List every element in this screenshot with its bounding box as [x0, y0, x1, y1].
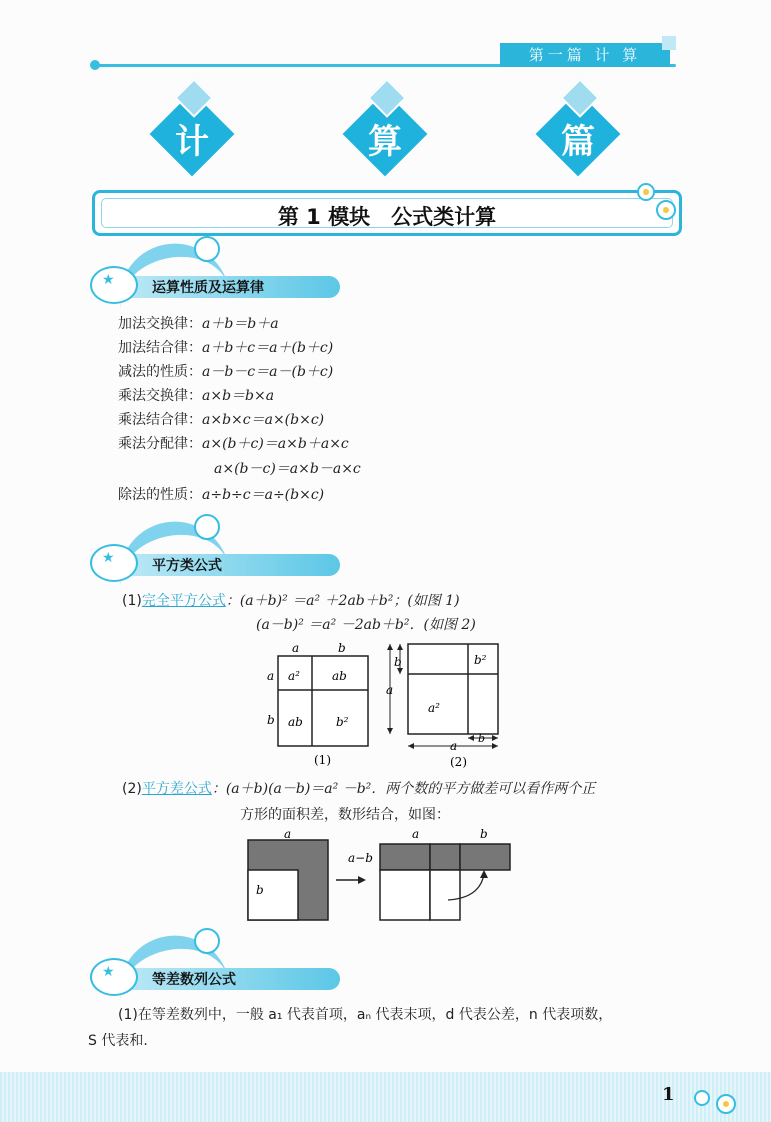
fig3-a-minus-b: a−b: [348, 851, 373, 865]
fig3-a-right: a: [412, 827, 420, 841]
law-line: 加法结合律：a＋b＋c＝a＋(b＋c): [118, 340, 334, 356]
section-title: 平方类公式: [152, 558, 222, 574]
body-text: (1)在等差数列中，一般 a₁ 代表首项，aₙ 代表末项，d 代表公差，n 代表项数，: [118, 1007, 613, 1023]
formula-line: 方形的面积差，数形结合，如图：: [240, 807, 450, 823]
law-line: 减法的性质：a－b－c＝a－(b＋c): [118, 364, 334, 380]
fig2-caption: (2): [450, 755, 467, 769]
fig1-caption: (1): [314, 753, 331, 767]
body-text: S 代表和.: [88, 1033, 148, 1049]
figure-1-square-diagram: [262, 640, 372, 770]
formula-line: (1)完全平方公式：(a＋b)² ＝a² ＋2ab＋b²；(如图 1): [122, 593, 460, 609]
fig1-ab-top: ab: [332, 669, 347, 683]
fig1-top-b: b: [338, 641, 346, 655]
formula-line: (2)平方差公式：(a＋b)(a－b)＝a² －b²．两个数的平方做差可以看作两个正: [122, 781, 596, 797]
fig1-ab-bottom: ab: [288, 715, 303, 729]
module-title-box: [92, 190, 682, 236]
fig2-left-a: a: [386, 683, 394, 697]
fig1-top-a: a: [292, 641, 300, 655]
law-line: 乘法分配律：a×(b＋c)＝a×b＋a×c: [118, 436, 349, 452]
fig2-bottom-b: b: [478, 732, 486, 745]
section-title: 运算性质及运算律: [152, 280, 264, 296]
figure-difference-of-squares: [244, 824, 524, 924]
fig3-b: b: [256, 883, 264, 897]
module-title: 第 1 模块 公式类计算: [277, 205, 497, 229]
diamond-pian: 篇: [536, 92, 620, 176]
fig2-left-b: b: [394, 655, 402, 669]
law-line: 乘法交换律：a×b＝b×a: [118, 388, 275, 404]
footer-band: [0, 1072, 771, 1122]
law-line: 除法的性质：a÷b÷c＝a÷(b×c): [118, 487, 325, 503]
fig1-a2: a²: [288, 669, 300, 683]
flower-decoration-icon: [632, 180, 682, 226]
star-icon: ★: [102, 964, 115, 980]
section-banner-square: [90, 514, 340, 588]
fig1-b2: b²: [336, 715, 349, 729]
section-title: 等差数列公式: [152, 972, 236, 988]
diamond-ji: 计: [150, 92, 234, 176]
law-line: 加法交换律：a＋b＝b＋a: [118, 316, 279, 332]
star-icon: ★: [102, 272, 115, 288]
fig3-b-right: b: [480, 827, 488, 841]
fig1-left-a: a: [267, 669, 275, 683]
section-banner-arithmetic: [90, 928, 340, 1002]
footer-flower-icon: [690, 1082, 750, 1116]
chapter-tab: 第一篇 计 算: [500, 43, 670, 67]
fig2-bottom-a: a: [450, 739, 458, 753]
formula-line: (a－b)² ＝a² －2ab＋b²．(如图 2): [256, 617, 476, 633]
section-banner-operations: [90, 236, 340, 310]
fig3-a: a: [284, 827, 292, 841]
diamond-suan: 算: [343, 92, 427, 176]
figure-2-square-diagram: [384, 638, 504, 770]
header-square-decoration: [662, 36, 676, 50]
fig2-b2: b²: [474, 653, 487, 667]
law-line: 乘法结合律：a×b×c＝a×(b×c): [118, 412, 325, 428]
fig1-left-b: b: [267, 713, 275, 727]
star-icon: ★: [102, 550, 115, 566]
fig2-a2: a²: [428, 701, 440, 715]
page-number: 1: [662, 1084, 675, 1105]
law-line: a×(b－c)＝a×b－a×c: [214, 461, 361, 477]
